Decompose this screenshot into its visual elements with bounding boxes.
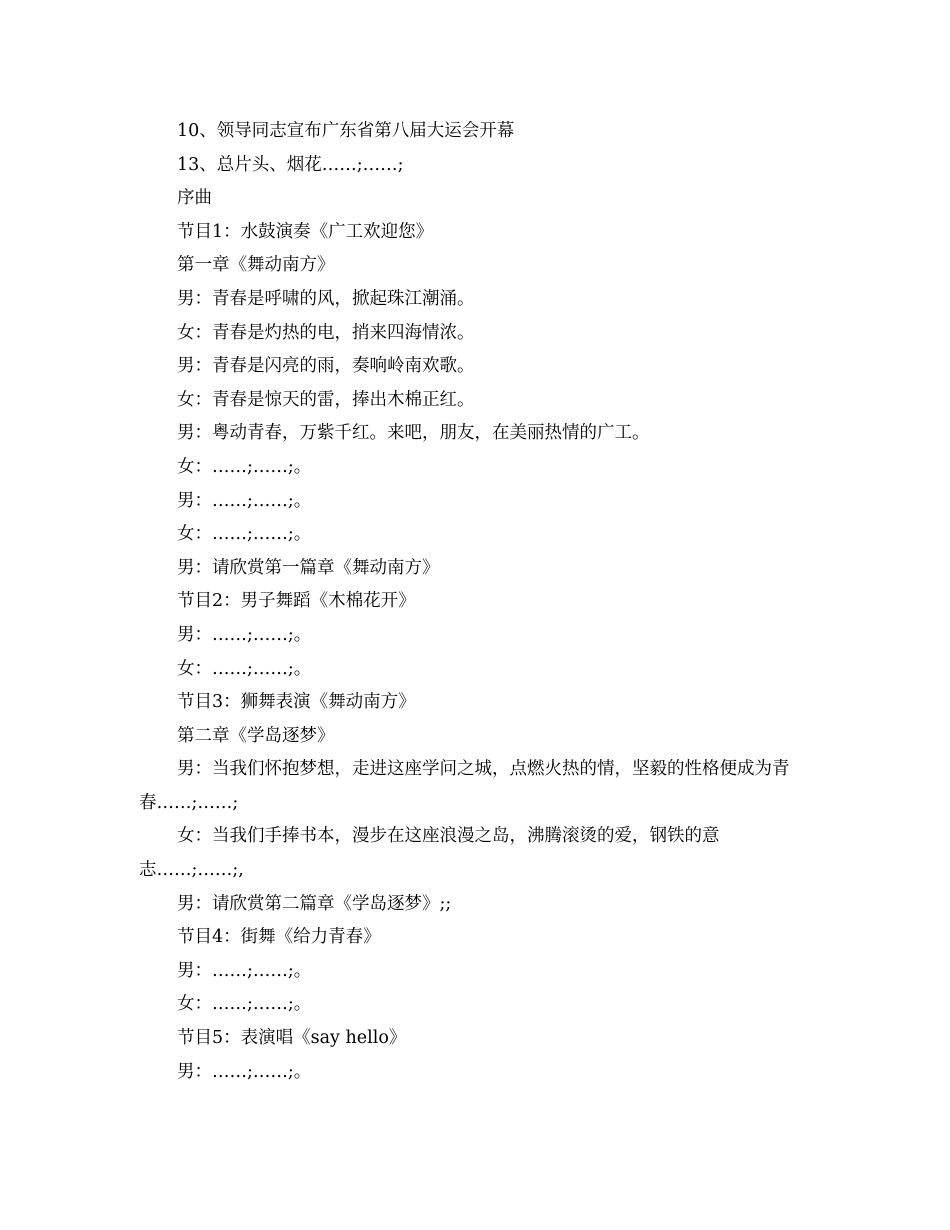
dialogue-line: 男：青春是呼啸的风，掀起珠江潮涌。 bbox=[177, 288, 475, 309]
dialogue-line: 女：青春是灼热的电，捎来四海情浓。 bbox=[177, 322, 475, 343]
dialogue-line: 男：请欣赏第一篇章《舞动南方》 bbox=[177, 557, 440, 578]
program-item: 节目2：男子舞蹈《木棉花开》 bbox=[177, 591, 416, 612]
dialogue-line: 女：……;……;。 bbox=[177, 524, 312, 545]
program-item: 节目3：狮舞表演《舞动南方》 bbox=[177, 692, 416, 713]
chapter-heading: 第一章《舞动南方》 bbox=[177, 255, 335, 276]
text-line: 10、领导同志宣布广东省第八届大运会开幕 bbox=[177, 121, 515, 141]
dialogue-line: 男：……;……;。 bbox=[177, 960, 312, 981]
dialogue-line: 女：……;……;。 bbox=[177, 658, 312, 679]
dialogue-line: 男：请欣赏第二篇章《学岛逐梦》;; bbox=[177, 893, 452, 914]
dialogue-line: 男：……;……;。 bbox=[177, 1061, 312, 1082]
document-body bbox=[139, 115, 824, 1089]
dialogue-line: 女：青春是惊天的雷，捧出木棉正红。 bbox=[177, 389, 475, 410]
dialogue-line: 女：……;……;。 bbox=[177, 456, 312, 477]
chapter-heading: 第二章《学岛逐梦》 bbox=[177, 725, 335, 746]
program-item: 节目1：水鼓演奏《广工欢迎您》 bbox=[177, 221, 434, 242]
text-line: 13、总片头、烟花……;……; bbox=[177, 154, 404, 175]
dialogue-line: 男：青春是闪亮的雨，奏响岭南欢歌。 bbox=[177, 356, 475, 377]
section-heading: 序曲 bbox=[177, 188, 212, 209]
dialogue-paragraph: 女：当我们手捧书本，漫步在这座浪漫之岛，沸腾滚烫的爱，钢铁的意志……;……;, bbox=[139, 826, 720, 881]
program-item: 节目5：表演唱《say hello》 bbox=[177, 1028, 407, 1049]
dialogue-line: 女：……;……;。 bbox=[177, 994, 312, 1015]
program-item: 节目4：街舞《给力青春》 bbox=[177, 927, 381, 948]
dialogue-line: 男：粤动青春，万紫千红。来吧，朋友，在美丽热情的广工。 bbox=[177, 423, 650, 444]
dialogue-line: 男：……;……;。 bbox=[177, 490, 312, 511]
dialogue-line: 男：……;……;。 bbox=[177, 624, 312, 645]
dialogue-paragraph: 男：当我们怀抱梦想，走进这座学问之城，点燃火热的情，坚毅的性格便成为青春……;……; bbox=[139, 759, 790, 813]
